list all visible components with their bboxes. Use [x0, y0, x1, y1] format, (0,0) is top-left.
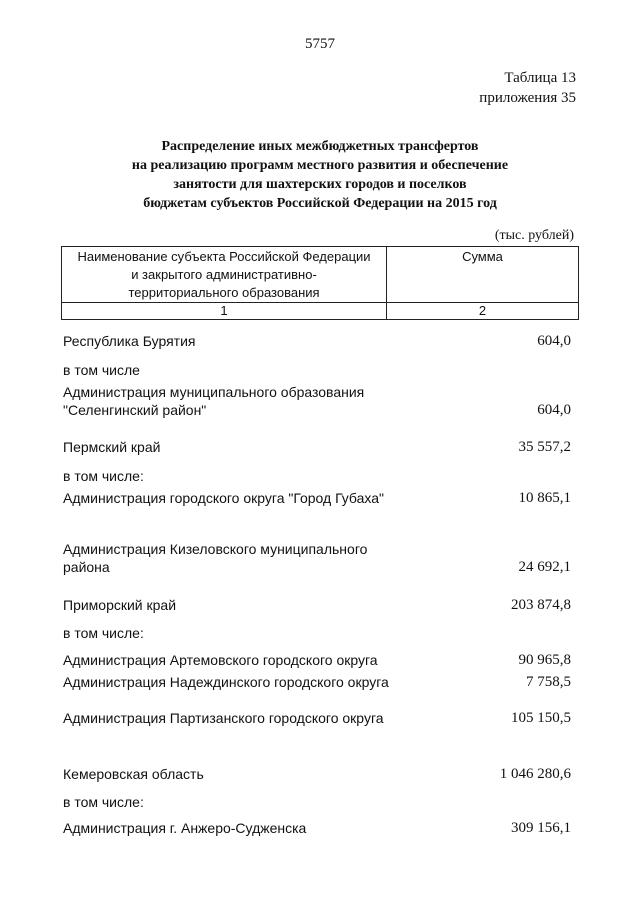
row-name: Администрация городского округа "Город Губаха" [63, 490, 384, 506]
table-row [63, 383, 571, 419]
page-number: 5757 [305, 36, 335, 52]
row-value: 604,0 [537, 402, 571, 418]
column-number-1: 1 [62, 303, 387, 320]
row-name: в том числе [63, 362, 140, 378]
row-value: 1 046 280,6 [499, 766, 571, 782]
table-row [63, 673, 571, 691]
units-label: (тыс. рублей) [494, 228, 574, 243]
row-value: 105 150,5 [511, 710, 571, 726]
column-header-name [62, 247, 387, 303]
table-row [63, 540, 571, 576]
header-line: территориального образования [128, 285, 320, 300]
table-number: Таблица 13 [504, 70, 576, 86]
header-line: и закрытого административно- [131, 267, 317, 282]
table-reference [479, 68, 576, 108]
table-row [63, 361, 571, 379]
row-value: 604,0 [537, 333, 571, 349]
row-name: Приморский край [63, 597, 177, 613]
column-number-2: 2 [387, 303, 579, 320]
row-name: Администрация муниципального образования "Селенгинский район" [63, 384, 365, 418]
title-line: на реализацию программ местного развития и обеспечение [131, 158, 509, 173]
row-name: Пермский край [63, 439, 161, 455]
title-line: Распределение иных межбюджетных трансфертов [161, 139, 479, 154]
row-value: 203 874,8 [511, 597, 571, 613]
table-row [63, 467, 571, 485]
appendix-number: приложения 35 [479, 90, 576, 106]
row-name: Администрация Артемовского городского округа [63, 652, 378, 668]
table-row [63, 438, 571, 456]
table-row [63, 819, 571, 837]
table-header [61, 246, 579, 320]
row-name: в том числе: [63, 468, 144, 484]
row-name: Администрация Кизеловского муниципального района [63, 541, 368, 575]
title-line: бюджетам субъектов Российской Федерации на 2015 год [143, 196, 497, 211]
table-row [63, 596, 571, 614]
column-header-sum: Сумма [387, 247, 579, 303]
row-value: 7 758,5 [526, 674, 571, 690]
row-value: 10 865,1 [518, 490, 571, 506]
table-row [63, 624, 571, 642]
table-row [63, 793, 571, 811]
row-name: в том числе: [63, 625, 144, 641]
row-value: 35 557,2 [518, 439, 571, 455]
table-row [63, 709, 571, 727]
row-value: 309 156,1 [511, 820, 571, 836]
table-row [63, 765, 571, 783]
row-name: Администрация г. Анжеро-Судженска [63, 820, 307, 836]
row-name: Администрация Надеждинского городского округа [63, 674, 389, 690]
row-name: Кемеровская область [63, 766, 204, 782]
title-line: занятости для шахтерских городов и поселков [173, 177, 467, 192]
row-name: Администрация Партизанского городского округа [63, 710, 384, 726]
table-row [63, 489, 571, 507]
row-name: Республика Бурятия [63, 333, 196, 349]
table-row [63, 651, 571, 669]
row-value: 24 692,1 [518, 559, 571, 575]
table-row [63, 332, 571, 350]
document-title [60, 137, 580, 213]
header-line: Наименование субъекта Российской Федерации [77, 249, 371, 264]
row-value: 90 965,8 [518, 652, 571, 668]
row-name: в том числе: [63, 794, 144, 810]
